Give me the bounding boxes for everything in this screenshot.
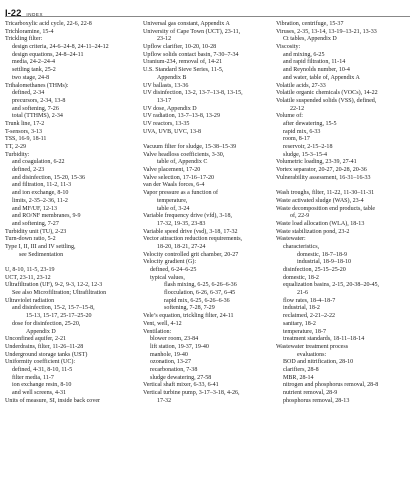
index-entry: Waste load allocation (WLA), 18-13 [276, 220, 365, 227]
index-entry: Turbidity: [5, 151, 30, 158]
index-entry: Volumetric loading, 23-39, 27-41 [276, 159, 357, 166]
index-entry: flash mixing, 6-25, 6-26–6-36 [164, 282, 237, 289]
running-head: INDEX [26, 12, 44, 17]
index-entry: and RO/NF membranes, 9-9 [12, 213, 81, 220]
index-entry: UV radiation, 13-7–13-8, 13-29 [143, 113, 220, 120]
index-entry: Vertical turbine pump, 3-17–3-18, 4-26, [143, 390, 240, 396]
index-entry: and well screens, 4-31 [12, 390, 67, 396]
index-entry: BOD and nitrification, 28-10 [283, 359, 354, 366]
index-entry: after dewatering, 15-5 [283, 120, 337, 127]
index-entry: U.S. Standard Sieve Series, 11-5, [143, 67, 224, 74]
index-entry: ozonation, 13-27 [150, 359, 191, 366]
index-entry: Ultraviolet radiation [5, 297, 55, 304]
index-entry: table of, Appendix C [157, 159, 208, 166]
page-header [5, 3, 405, 17]
index-entry: Vapor pressure as a function of [143, 190, 219, 197]
index-entry: disinfection, 25-15–25-20 [283, 267, 346, 273]
index-entry: and softening, 7-26 [12, 105, 59, 112]
index-entry: and mixing, 6-25 [283, 51, 325, 58]
index-entry: domestic, 18-2 [283, 274, 319, 281]
index-entry: and Reynolds number, 10-4 [283, 67, 350, 74]
index-entry: temperature, [157, 197, 188, 204]
index-entry: Trickling filter: [5, 36, 43, 43]
section-gap [276, 182, 410, 190]
index-entry: equalization basins, 2-15, 20-38–20-45, [283, 282, 380, 289]
index-column-left [5, 21, 135, 405]
index-entry: Viscosity: [276, 44, 301, 51]
index-entry: Uniformity coefficient (UC): [5, 359, 76, 366]
index-entry: Ct tables, Appendix D [283, 36, 337, 43]
index-entry: and water, table of, Appendix A [283, 74, 360, 81]
index-entry: Volatile suspended solids (VSS), defined, [276, 97, 377, 104]
index-entry: Valve headloss coefficients, 3-30, [143, 151, 225, 158]
index-entry: flow rates, 18-4–18-7 [283, 297, 336, 304]
index-entry: recarbonation, 7-38 [150, 366, 198, 373]
index-entry: design criteria, 24-6–24-8, 24-11–24-12 [12, 44, 109, 51]
index-entry: 15-13, 15-17, 25-17–25-20 [26, 313, 92, 320]
index-entry: defined, 2-34 [12, 90, 45, 97]
index-entry: total (TTHMS), 2-34 [12, 113, 63, 120]
index-entry: TSS, 16-9, 18-11 [5, 136, 47, 143]
index-entry: settling tank, 25-2 [12, 67, 56, 74]
header-rule [5, 16, 410, 17]
index-entry: UV disinfection, 13-2, 13-7–13-8, 13-15, [143, 90, 243, 97]
index-entry: reclaimed, 2-21–2-22 [283, 313, 336, 320]
index-entry: Ultrafiltration (UF), 9-2, 9-3, 12-2, 12-3 [5, 282, 103, 289]
index-entry: Volatile acids, 27-33 [276, 82, 326, 89]
index-entry: Waste stabilization pond, 23-2 [276, 228, 350, 235]
index-entry: and softening, 7-27 [12, 220, 59, 227]
index-entry: See also Microfiltration; Ultrafiltration [12, 290, 107, 297]
index-entry: and ion exchange, 8-10 [12, 190, 69, 197]
index-entry: Velocity controlled grit chamber, 20-27 [143, 251, 239, 258]
index-entry: Appendix D [26, 328, 56, 335]
index-entry: Vacuum filter for sludge, 15-38–15-39 [143, 144, 237, 150]
index-entry: Upflow clarifier, 10-20, 10-28 [143, 44, 217, 51]
index-entry: filter media, 11-7 [12, 374, 54, 381]
index-entry: UVA, UVB, UVC, 13-8 [143, 128, 202, 135]
index-entry: Vortex separator, 20-27, 20-28, 20-36 [276, 167, 367, 174]
index-entry: two stage, 24-8 [12, 74, 50, 81]
index-entry: Volume of: [276, 113, 303, 120]
index-entry: manhole, 19-40 [150, 351, 188, 358]
index-entry: TT, 2-29 [5, 144, 27, 150]
index-entry: clarifiers, 28-8 [283, 366, 319, 373]
index-entry: characteristics, [283, 243, 320, 250]
index-entry: ion exchange resin, 8-10 [12, 382, 72, 389]
index-entry: and disinfection, 15-2, 15-7–15-8, [12, 305, 95, 312]
index-entry: and coagulation, 6-22 [12, 159, 65, 166]
index-entry: rapid mix, 6-25, 6-26–6-36 [164, 297, 230, 304]
index-entry: Universal gas constant, Appendix A [143, 21, 230, 27]
index-entry: sludge, 15-3–15-4 [283, 151, 328, 158]
index-entry: T-sensors, 3-13 [5, 128, 43, 135]
index-column-middle [143, 21, 273, 405]
index-entry: and rapid filtration, 11-14 [283, 59, 346, 66]
index-entry: Vulnerability assessment, 16-31–16-33 [276, 174, 371, 181]
index-entry: defined, 4-31, 8-10, 11-5 [12, 366, 73, 373]
index-entry: precursors, 2-34, 13-8 [12, 97, 66, 104]
index-entry: Wash troughs, filter, 11-22, 11-30–11-31 [276, 190, 375, 197]
index-entry: 13-17 [157, 97, 172, 104]
index-entry: UV dose, Appendix D [143, 105, 197, 112]
index-entry: Wastewater treatment process [276, 343, 349, 350]
index-entry: 17-32 [157, 397, 172, 404]
index-entry: Type I, II, III and IV settling, [5, 243, 76, 250]
index-entry: defined, 2-23 [12, 167, 45, 174]
index-entry: domestic, 18-7–18-9 [297, 251, 348, 258]
index-entry: Variable speed drive (vsd), 3-18, 17-32 [143, 228, 238, 235]
index-entry: Trichloramine, 15-4 [5, 28, 54, 35]
index-entry: Underdrains, filter, 11-26–11-28 [5, 343, 84, 350]
index-entry: Volatile organic chemicals (VOCs), 14-22 [276, 90, 378, 97]
index-entry: Tricarboxylic acid cycle, 22-6, 22-8 [5, 21, 92, 27]
index-entry: evaluations: [297, 351, 327, 358]
index-entry: UCT, 23-11, 23-12 [5, 274, 51, 281]
index-entry: media, 24-2–24-4 [12, 59, 55, 66]
index-entry: treatment standards, 18-11–18-14 [283, 336, 365, 343]
index-entry: Vent, well, 4-12 [143, 320, 182, 327]
index-entry: Vele’s equation, trickling filter, 24-11 [143, 313, 234, 320]
index-entry: industrial, 18-2 [283, 305, 320, 312]
index-entry: of, 22-9 [290, 213, 310, 220]
index-entry: nutrient removal, 28-9 [283, 390, 338, 396]
index-entry: design equations, 24-8–24-11 [12, 51, 84, 58]
index-entry: lift station, 19-37, 19-40 [150, 343, 209, 350]
index-entry: UV reactors, 13-35 [143, 120, 190, 127]
index-entry: blower room, 23-84 [150, 336, 199, 343]
index-entry: dose for disinfection, 25-20, [12, 320, 81, 327]
index-entry: Ventilation: [143, 328, 172, 335]
index-entry: see Sedimentation [19, 251, 64, 258]
index-entry: Waste decomposition end products, table [276, 205, 376, 212]
index-column-right [276, 21, 410, 405]
index-entry: Variable frequency drive (vfd), 3-18, [143, 213, 232, 220]
index-entry: rapid mix, 6-33 [283, 128, 321, 135]
index-entry: sludge dewatering, 27-58 [150, 374, 212, 381]
index-entry: typical values, [150, 274, 185, 281]
index-entry: Appendix B [157, 74, 187, 81]
index-entry: table of, 3-24 [157, 205, 190, 212]
index-entry: Velocity gradient (G): [143, 259, 197, 266]
index-entry: Valve selection, 17-16–17-20 [143, 174, 215, 181]
index-entry: MBR, 28-14 [283, 374, 314, 381]
section-gap [5, 259, 135, 267]
index-entry: and MF/UF, 12-13 [12, 205, 58, 212]
index-entry: Vector attraction reduction requirements, [143, 236, 243, 243]
index-entry: reservoir, 2-15–2-18 [283, 144, 333, 150]
index-entry: defined, 6-24–6-25 [150, 267, 197, 273]
index-entry: limits, 2-35–2-36, 11-2 [12, 197, 68, 204]
index-entry: Uranium-234, removal of, 14-21 [143, 59, 223, 66]
index-entry: Wastewater: [276, 236, 306, 243]
index-entry: room, 8-17 [283, 136, 310, 143]
index-entry: Vibration, centrifuge, 15-37 [276, 21, 344, 27]
index-entry: Units of measure, SI, inside back cover [5, 397, 101, 404]
index-entry: Turbidity unit (TU), 2-23 [5, 228, 67, 235]
index-entry: Unconfined aquifer, 2-21 [5, 336, 67, 343]
index-entry: Waste activated sludge (WAS), 23-4 [276, 197, 364, 204]
index-entry: Valve placement, 17-20 [143, 167, 201, 174]
index-entry: industrial, 18-9–18-10 [297, 259, 352, 266]
index-entry: phosphorus removal, 28-13 [283, 397, 350, 404]
index-entry: 22-12 [290, 105, 305, 112]
index-entry: 21-6 [297, 290, 309, 297]
index-entry: temperature, 18-7 [283, 328, 326, 335]
index-entry: 18-20, 18-21, 27-24 [157, 243, 206, 250]
index-entry: softening, 7-28, 7-29 [164, 305, 215, 312]
index-entry: flocculation, 6-26, 6-37, 6-45 [164, 290, 236, 297]
index-entry: Turn-down ratio, 5-2 [5, 236, 56, 243]
index-entry: University of Cape Town (UCT), 23-11, [143, 28, 241, 35]
index-entry: UV ballasts, 13-36 [143, 82, 189, 89]
index-entry: Viruses, 2-35, 13-14, 13-19–13-21, 13-33 [276, 28, 377, 35]
index-entry: nitrogen and phosphorus removal, 28-8 [283, 382, 379, 389]
index-entry: and filtration, 11-2, 11-3 [12, 182, 72, 189]
index-entry: van der Waals forces, 6-4 [143, 182, 205, 189]
page-number: I-22 [5, 8, 22, 19]
index-entry: 23-12 [157, 36, 172, 43]
index-entry: sanitary, 18-2 [283, 320, 316, 327]
index-entry: Upflow solids contact basin, 7-30–7-34 [143, 51, 239, 58]
index-entry: U, 8-10, 11-5, 23-19 [5, 267, 55, 273]
index-entry: and disinfection, 15-20, 15-36 [12, 174, 86, 181]
index-entry: Vertical shaft mixer, 6-33, 6-41 [143, 382, 219, 389]
section-gap [143, 136, 273, 144]
index-entry: Underground storage tanks (UST) [5, 351, 88, 358]
index-entry: Trihalomethanes (THMs): [5, 82, 69, 89]
index-entry: 17-32, 19-35, 23-83 [157, 220, 206, 227]
index-entry: Trunk line, 17-2 [5, 120, 45, 127]
